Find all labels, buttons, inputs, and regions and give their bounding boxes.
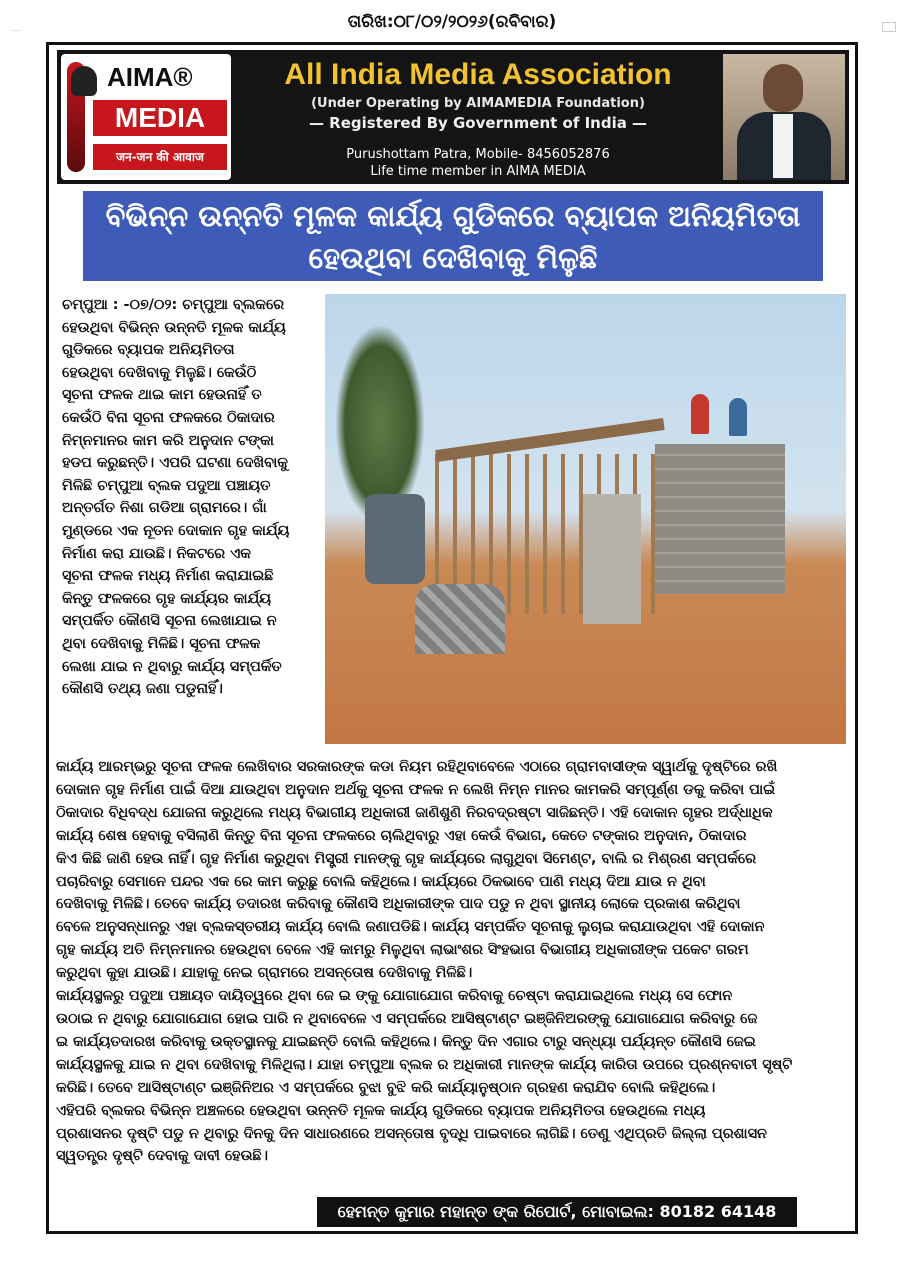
- banner-contact: [235, 146, 721, 180]
- article-line: କରିଛି। ତେବେ ଆସିଷ୍ଟାଣ୍ଟ ଇଞ୍ଜିନିଅର ଏ ସମ୍ପର୍କରେ ବୁଝା ବୁଝି କରି କାର୍ଯ୍ୟାନୁଷ୍ଠାନ ଗ୍ରହଣ କରାଯିବ ବୋଲି କହିଥିଲେ।: [56, 1079, 716, 1096]
- article-line: ଦେଖିବାକୁ ମିଳିଛି। ତେବେ କାର୍ଯ୍ୟ ତଦାରଖ କରିବାକୁ କୌଣସି ଅଧିକାରୀଙ୍କ ପାଦ ପଡୁ ନ ଥିବା ସ୍ଥାନୀୟ ଲୋକେ ପ୍ରକାଶ କରିଥିବା: [56, 896, 741, 913]
- membership-line: Life time member in AIMA MEDIA: [370, 164, 586, 179]
- article-line: ଏହିପରି ବ୍ଲକର ବିଭିନ୍ନ ଅଞ୍ଚଳରେ ହେଉଥିବା ଉନ୍ନତି ମୂଳକ କାର୍ଯ୍ୟ ଗୁଡିକରେ ବ୍ୟାପକ ଅନିୟମିତତା ହେଉଥିଲେ ମଧ୍ୟ: [56, 1102, 706, 1119]
- aima-media-logo: [61, 54, 231, 180]
- article-line: ସୂଚନା ଫଳକ ମଧ୍ୟ ନିର୍ମାଣ କରାଯାଇଛି: [62, 568, 274, 585]
- article-line: ସୂଚନା ଫଳକ ଥାଇ କାମ ହେଉନାହିଁ ତ: [62, 387, 262, 404]
- article-line: ଗୃହ କାର୍ଯ୍ୟ ଅତି ନିମ୍ନମାନର ହେଉଥିବା ବେଳେ ଏହି କାମରୁ ମିଳୁଥିବା ଲାଭାଂଶର ସିଂହଭାଗ ବିଭାଗୀୟ ଅଧିକାରୀଙ୍କ ପକେଟ ଗରମ: [56, 942, 749, 959]
- article-full-column: [56, 756, 846, 1168]
- article-line: କିନ୍ତୁ ଫଳକରେ ଗୃହ କାର୍ଯ୍ୟର କାର୍ଯ୍ୟ: [62, 590, 271, 607]
- article-line: ସ୍ୱତନ୍ତ୍ର ଦୃଷ୍ଟି ଦେବାକୁ ଦାବୀ ହେଉଛି।: [56, 1148, 269, 1165]
- article-line: ଠିକାଦାର ବିଧିବଦ୍ଧ ଯୋଜନା କରୁଥିଲେ ମଧ୍ୟ ବିଭାଗୀୟ ଅଧିକାରୀ ଜାଣିଶୁଣି ନିରବଦ୍ରଷ୍ଟା ସାଜିଛନ୍ତି। ଏହି ଦୋକାନ ଗୃହର ଅର୍ଦ୍ଧାଧିକ: [56, 804, 773, 821]
- article-line: ସମ୍ପର୍କିତ କୌଣସି ସୂଚନା ଲେଖାଯାଇ ନ: [62, 613, 277, 630]
- article-line: କାର୍ଯ୍ୟ ଶେଷ ହେବାକୁ ବସିଲାଣି କିନ୍ତୁ ବିନା ସୂଚନା ଫଳକରେ ଚାଲିଥିବାରୁ ଏହା କେଉଁ ବିଭାଗ, କେତେ ଟଙ୍କାର ଅନୁଦାନ, ଠିକାଦାର: [56, 827, 747, 844]
- article-line: କାର୍ଯ୍ୟ ଆରମ୍ଭରୁ ସୂଚନା ଫଳକ ଲେଖିବାର ସରକାରଙ୍କ କଡା ନିୟମ ରହିଥିବାବେଳେ ଏଠାରେ ଗ୍ରାମବାସୀଙ୍କ ସ୍ୱାର୍ଥକୁ ଦୃଷ୍ଟିରେ ରଖି: [56, 759, 778, 775]
- article-left-column: [62, 294, 320, 701]
- corner-mark: —: [12, 26, 20, 35]
- article-line: କିଏ କିଛି ଜାଣି ହେଉ ନାହିଁ। ଗୃହ ନିର୍ମାଣ କରୁଥିବା ମିସ୍ତ୍ରୀ ମାନଙ୍କୁ ଗୃହ କାର୍ଯ୍ୟରେ ଲାଗୁଥିବା ସିମେଣ୍ଟ, ବାଲି ର ମିଶ୍ରଣ ସମ୍ପର୍କରେ: [56, 850, 756, 867]
- article-line: ନିର୍ମାଣ କରା ଯାଉଛି। ନିକଟରେ ଏକ: [62, 545, 251, 562]
- article-line: ଲେଖା ଯାଇ ନ ଥିବାରୁ କାର୍ଯ୍ୟ ସମ୍ପର୍କିତ: [62, 658, 282, 675]
- banner-registered: — Registered By Government of India —: [308, 114, 648, 132]
- article-line: ବେଳେ ଅନୁସନ୍ଧାନରୁ ଏହା ବ୍ଲକସ୍ତରୀୟ କାର୍ଯ୍ୟ ବୋଲି ଜଣାପଡିଛି। କାର୍ଯ୍ୟ ସମ୍ପର୍କିତ ସୂଚନାକୁ ଲୁଚାଇ କରାଯାଉଥିବା ଏହି ଦୋକାନ: [56, 919, 765, 936]
- article-line: କାର୍ଯ୍ୟସ୍ଥଳରୁ ପଦୁଆ ପଞ୍ଚାୟତ ଦାୟିତ୍ୱରେ ଥିବା ଜେ ଇ ଙ୍କୁ ଯୋଗାଯୋଗ କରିବାକୁ ଚେଷ୍ଟା କରାଯାଇଥିଲେ ମଧ୍ୟ ସେ ଫୋନ: [56, 988, 733, 1005]
- headline: [83, 191, 823, 281]
- logo-media-text: MEDIA: [93, 100, 227, 136]
- reporter-credit: ହେମନ୍ତ କୁମାର ମହାନ୍ତ ଙ୍କ ରିପୋର୍ଟ, ମୋବାଇଲ: 80182 64148: [317, 1197, 797, 1227]
- date-line: ତାରିଖ:୦୮/୦୨/୨୦୨୬(ରବିବାର): [347, 12, 557, 32]
- headline-line-1: ବିଭିନ୍ନ ଉନ୍ନତି ମୂଳକ କାର୍ଯ୍ୟ ଗୁଡିକରେ ବ୍ୟାପକ ଅନିୟମିତତା: [105, 199, 801, 233]
- article-line: ଇ କାର୍ଯ୍ୟତଦାରଖ କରିବାକୁ ଉକ୍ତସ୍ଥାନକୁ ଯାଇଛନ୍ତି ବୋଲି କହିଥିଲେ। କିନ୍ତୁ ଦିନ ଏଗାର ଟାରୁ ସନ୍ଧ୍ୟା ପର୍ଯ୍ୟନ୍ତ କୌଣସି ଜେଇ: [56, 1033, 756, 1050]
- banner-subtitle: (Under Operating by AIMAMEDIA Foundation): [311, 96, 645, 111]
- article-line: କାର୍ଯ୍ୟସ୍ଥଳକୁ ଯାଇ ନ ଥିବା ଦେଖିବାକୁ ମିଳିଥିଲା। ଯାହା ଚମ୍ପୁଆ ବ୍ଲକ ର ଅଧିକାରୀ ମାନଙ୍କ କାର୍ଯ୍ୟ କାରିତା ଉପରେ ପ୍ରଶ୍ନବାଚୀ ସୃଷ୍ଟି: [56, 1056, 793, 1073]
- headline-line-2: ହେଉଥିବା ଦେଖିବାକୁ ମିଳୁଛି: [308, 241, 598, 275]
- article-line: ମିଳିଛି ଚମ୍ପୁଆ ବ୍ଲକ ପଦୁଆ ପଞ୍ଚାୟତ: [62, 477, 271, 494]
- article-line: ମୁଣ୍ଡରେ ଏକ ନୂତନ ଦୋକାନ ଗୃହ କାର୍ଯ୍ୟ: [62, 522, 290, 539]
- contact-name: Purushottam Patra, Mobile- 8456052876: [346, 147, 610, 162]
- logo-tagline: जन-जन की आवाज: [93, 144, 227, 170]
- banner-title: All India Media Association: [284, 58, 672, 91]
- article-line: ପ୍ରଶାସନର ଦୃଷ୍ଟି ପଡୁ ନ ଥିବାରୁ ଦିନକୁ ଦିନ ସାଧାରଣରେ ଅସନ୍ତୋଷ ବୃଦ୍ଧି ପାଇବାରେ ଲାଗିଛି। ତେଣୁ ଏଥିପ୍ରତି ଜିଲ୍ଲା ପ୍ରଶାସନ: [56, 1125, 767, 1142]
- article-line: ହଡପ କରୁଛନ୍ତି। ଏପରି ଘଟଣା ଦେଖିବାକୁ: [62, 455, 288, 472]
- article-line: କୌଣସି ତଥ୍ୟ ଜଣା ପଡୁନାହିଁ।: [62, 681, 223, 698]
- header-banner: [57, 50, 849, 184]
- article-line: ହେଉଥିବା ବିଭିନ୍ନ ଉନ୍ନତି ମୂଳକ କାର୍ଯ୍ୟ: [62, 319, 286, 336]
- member-photo: [723, 54, 845, 180]
- construction-site-photo: [325, 294, 846, 744]
- article-line: ଚମ୍ପୁଆ : -୦୭/୦୨: ଚମ୍ପୁଆ ବ୍ଲକରେ: [62, 297, 285, 313]
- logo-aima-text: AIMA®: [107, 62, 193, 92]
- article-line: ପଚାରିବାରୁ ସେମାନେ ପନ୍ଦର ଏକ ରେ କାମ କରୁଛୁ ବୋଲି କହିଥିଲେ। କାର୍ଯ୍ୟରେ ଠିକଭାବେ ପାଣି ମଧ୍ୟ ଦିଆ ଯାଉ ନ ଥିବା: [56, 873, 706, 890]
- article-line: ଉଠାଇ ନ ଥିବାରୁ ଯୋଗାଯୋଗ ହୋଇ ପାରି ନ ଥିବାବେଳେ ଏ ସମ୍ପର୍କରେ ଆସିଷ୍ଟାଣ୍ଟ ଇଞ୍ଜିନିଅରଙ୍କୁ ଯୋଗାଯୋଗ କରିବାରୁ ଜେ: [56, 1010, 758, 1027]
- article-line: କରୁଥିବା କୁହା ଯାଉଛି। ଯାହାକୁ ନେଇ ଗ୍ରାମରେ ଅସନ୍ତୋଷ ଦେଖିବାକୁ ମିଳିଛି।: [56, 965, 473, 982]
- microphone-icon: [67, 62, 85, 172]
- article-line: ହେଉଥିବା ଦେଖିବାକୁ ମିଳୁଛି। କେଉଁଠି: [62, 364, 257, 381]
- article-line: ଅନ୍ତର୍ଗତ ନିଶା ଗଡିଆ ଗ୍ରାମରେ। ଗାଁ: [62, 500, 267, 517]
- article-line: ଗୁଡିକରେ ବ୍ୟାପକ ଅନିୟମିତତା: [62, 342, 235, 359]
- article-line: ଦୋକାନ ଗୃହ ନିର୍ମାଣ ପାଇଁ ଦିଆ ଯାଉଥିବା ଅନୁଦାନ ଅର୍ଥକୁ ସୂଚନା ଫଳକ ନ ଲେଖି ନିମ୍ନ ମାନର କାମକରି ସମ୍ପୂର୍ଣ୍ଣ ଡକୁ କରିବା ପାଇଁ: [56, 781, 776, 798]
- article-line: ନିମ୍ନମାନର କାମ କରି ଅନୁଦାନ ଟଙ୍କା: [62, 432, 274, 449]
- article-line: ଥିବା ଦେଖିବାକୁ ମିଳିଛି। ସୂଚନା ଫଳକ: [62, 635, 261, 652]
- article-line: କେଉଁଠି ବିନା ସୂଚନା ଫଳକରେ ଠିକାଦାର: [62, 409, 275, 426]
